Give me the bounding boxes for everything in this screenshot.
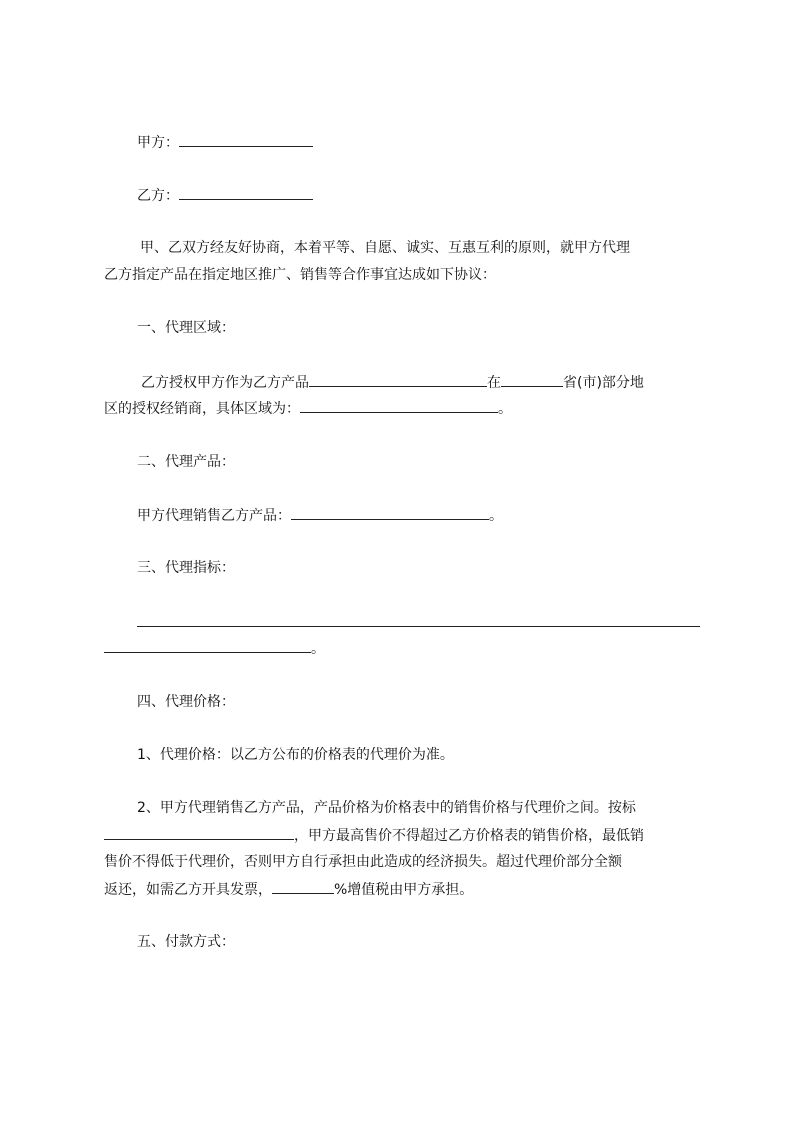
section3-heading: 三、代理指标： <box>137 560 235 576</box>
product-blank[interactable] <box>309 372 487 387</box>
section1-heading: 一、代理区域： <box>137 320 235 336</box>
pricing-blank[interactable] <box>104 825 294 840</box>
section1-text-a: 乙方授权甲方作为乙方产品 <box>141 375 309 391</box>
vat-rate-blank[interactable] <box>272 879 334 894</box>
section5-heading: 五、付款方式： <box>137 934 235 950</box>
section1-period: 。 <box>498 401 512 417</box>
target-blank-2[interactable] <box>104 638 311 653</box>
section4-item2-text5: %增值税由甲方承担。 <box>334 882 474 898</box>
section2-text: 甲方代理销售乙方产品： <box>137 508 291 524</box>
section3-period: 。 <box>311 641 325 657</box>
intro-line-2: 乙方指定产品在指定地区推广、销售等合作事宜达成如下协议： <box>104 267 496 283</box>
party-b-line <box>137 185 313 206</box>
party-b-blank[interactable] <box>179 185 313 200</box>
section4-item2-text2: ，甲方最高售价不得超过乙方价格表的销售价格，最低销 <box>294 828 644 844</box>
section2-period: 。 <box>489 508 503 524</box>
region-blank[interactable] <box>300 398 498 413</box>
section1-para-line-2 <box>104 398 512 419</box>
section2-heading: 二、代理产品： <box>137 454 235 470</box>
target-blank-1[interactable] <box>137 612 700 627</box>
section4-item2-line1: 2、甲方代理销售乙方产品，产品价格为价格表中的销售价格与代理价之间。按标 <box>137 800 636 816</box>
section1-text-b: 在 <box>487 375 501 391</box>
section4-item2-line3: 售价不得低于代理价，否则甲方自行承担由此造成的经济损失。超过代理价部分全额 <box>104 854 622 870</box>
section4-heading: 四、代理价格： <box>137 694 235 710</box>
section4-item1: 1、代理价格：以乙方公布的价格表的代理价为准。 <box>137 747 454 763</box>
section3-blank-line-2 <box>104 638 325 659</box>
section1-text-c: 省(市)部分地 <box>563 375 644 391</box>
section1-text-d: 区的授权经销商，具体区域为： <box>104 401 300 417</box>
intro-line-1: 甲、乙双方经友好协商，本着平等、自愿、诚实、互惠互利的原则，就甲方代理 <box>140 240 630 256</box>
province-blank[interactable] <box>501 372 563 387</box>
section2-para <box>137 505 503 526</box>
section4-item2-line2 <box>104 825 644 846</box>
party-a-blank[interactable] <box>179 132 313 147</box>
section4-item2-text4: 返还，如需乙方开具发票， <box>104 882 272 898</box>
section4-item2-line4 <box>104 879 473 900</box>
party-a-line <box>137 132 313 153</box>
section1-para-line-1 <box>141 372 644 393</box>
party-a-label: 甲方： <box>137 135 179 151</box>
section3-blank-line-1 <box>137 612 700 633</box>
party-b-label: 乙方： <box>137 188 179 204</box>
agent-product-blank[interactable] <box>291 505 489 520</box>
